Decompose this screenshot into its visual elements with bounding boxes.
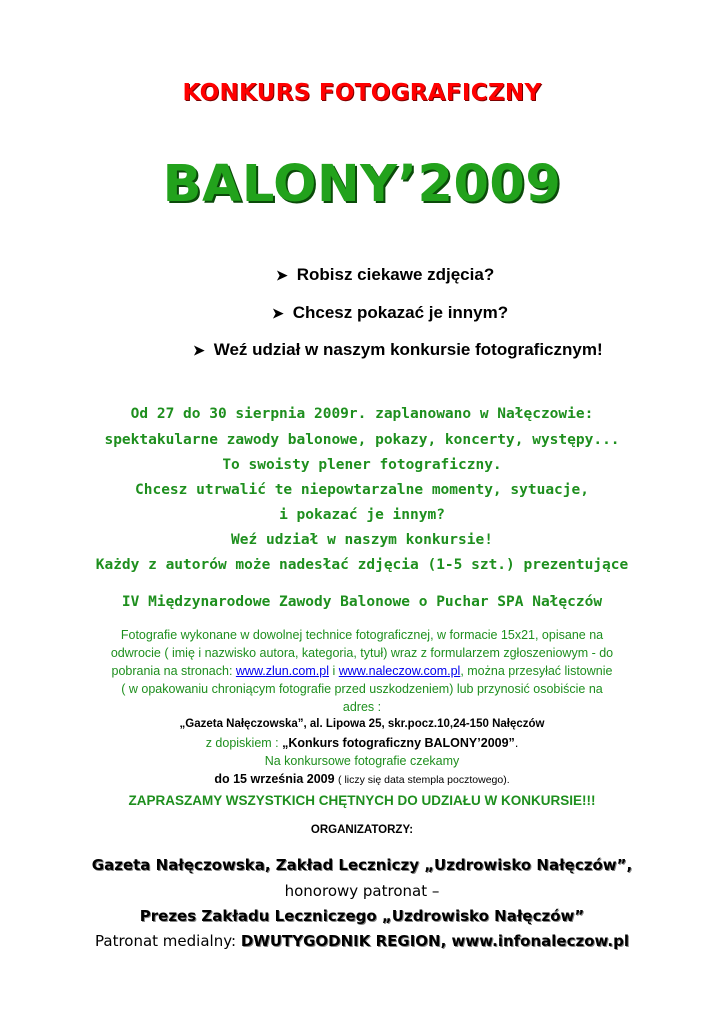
intro-line: spektakularne zawody balonowe, pokazy, koncerty, występy... <box>104 432 620 448</box>
arrow-right-icon: ➤ <box>272 305 284 321</box>
media-label: Patronat medialny: <box>95 932 237 950</box>
mailing-address: „Gazeta Nałęczowska”, al. Lipowa 25, skr.pocz.10,24-150 Nałęczów <box>179 718 545 730</box>
arrow-right-icon: ➤ <box>193 342 205 358</box>
organizers-line: Gazeta Nałęczowska, Zakład Leczniczy „Uzdrowisko Nałęczów”, <box>91 856 633 874</box>
zlun-link[interactable]: www.zlun.com.pl <box>235 664 329 678</box>
rules-line <box>0 736 724 750</box>
rules-line: ( w opakowaniu chroniącym fotografie przed uszkodzeniem) lub przynosić osobiście na <box>121 682 603 696</box>
organizers-label: ORGANIZATORZY: <box>310 824 414 836</box>
rules-line: adres : <box>342 700 382 714</box>
rules-line <box>0 664 724 678</box>
bullet-text: Chcesz pokazać je innym? <box>292 303 509 322</box>
arrow-right-icon: ➤ <box>276 267 288 283</box>
deadline-note: ( liczy się data stempla pocztowego). <box>338 774 510 786</box>
media-value: DWUTYGODNIK REGION, www.infonaleczow.pl <box>240 932 629 950</box>
rules-text: i <box>332 664 336 678</box>
intro-line: Chcesz utrwalić te niepowtarzalne momenty, sytuacje, <box>135 482 589 498</box>
note-suffix: . <box>514 736 519 750</box>
naleczow-link[interactable]: www.naleczow.com.pl <box>338 664 461 678</box>
note-label: z dopiskiem : <box>205 736 279 750</box>
event-title: BALONY’2009 <box>162 155 562 214</box>
rules-line: Fotografie wykonane w dowolnej technice fotograficznej, w formacie 15x21, opisane na <box>120 628 604 642</box>
intro-line: Weź udział w naszym konkursie! <box>231 532 493 548</box>
rules-text: pobrania na stronach: <box>111 664 233 678</box>
invitation: ZAPRASZAMY WSZYSTKICH CHĘTNYCH DO UDZIAŁU W KONKURSIE!!! <box>128 793 596 808</box>
organizers-line: honorowy patronat – <box>284 882 440 900</box>
bullet-item <box>272 303 508 323</box>
intro-line: i pokazać je innym? <box>279 507 445 523</box>
intro-line: To swoisty plener fotograficzny. <box>222 457 502 473</box>
bullet-item <box>193 340 603 360</box>
deadline-line <box>0 772 724 786</box>
event-name: IV Międzynarodowe Zawody Balonowe o Puchar SPA Nałęczów <box>121 594 603 610</box>
intro-line: Od 27 do 30 sierpnia 2009r. zaplanowano w Nałęczowie: <box>130 406 594 422</box>
media-patron <box>0 932 724 950</box>
contest-title: KONKURS FOTOGRAFICZNY <box>182 80 542 106</box>
deadline: do 15 września 2009 <box>214 772 335 786</box>
rules-line: Na konkursowe fotografie czekamy <box>264 754 460 768</box>
bullet-text: Weź udział w naszym konkursie fotograficznym! <box>213 340 603 359</box>
intro-line: Każdy z autorów może nadesłać zdjęcia (1-5 szt.) prezentujące <box>95 557 629 573</box>
rules-line: odwrocie ( imię i nazwisko autora, kategoria, tytuł) wraz z formularzem zgłoszeniowym - do <box>110 646 614 660</box>
bullet-text: Robisz ciekawe zdjęcia? <box>296 265 495 284</box>
bullet-item <box>276 265 494 285</box>
note-value: „Konkurs fotograficzny BALONY’2009” <box>282 736 515 750</box>
rules-text: , można przesyłać listownie <box>460 664 613 678</box>
organizers-line: Prezes Zakładu Leczniczego „Uzdrowisko Nałęczów” <box>139 907 585 925</box>
